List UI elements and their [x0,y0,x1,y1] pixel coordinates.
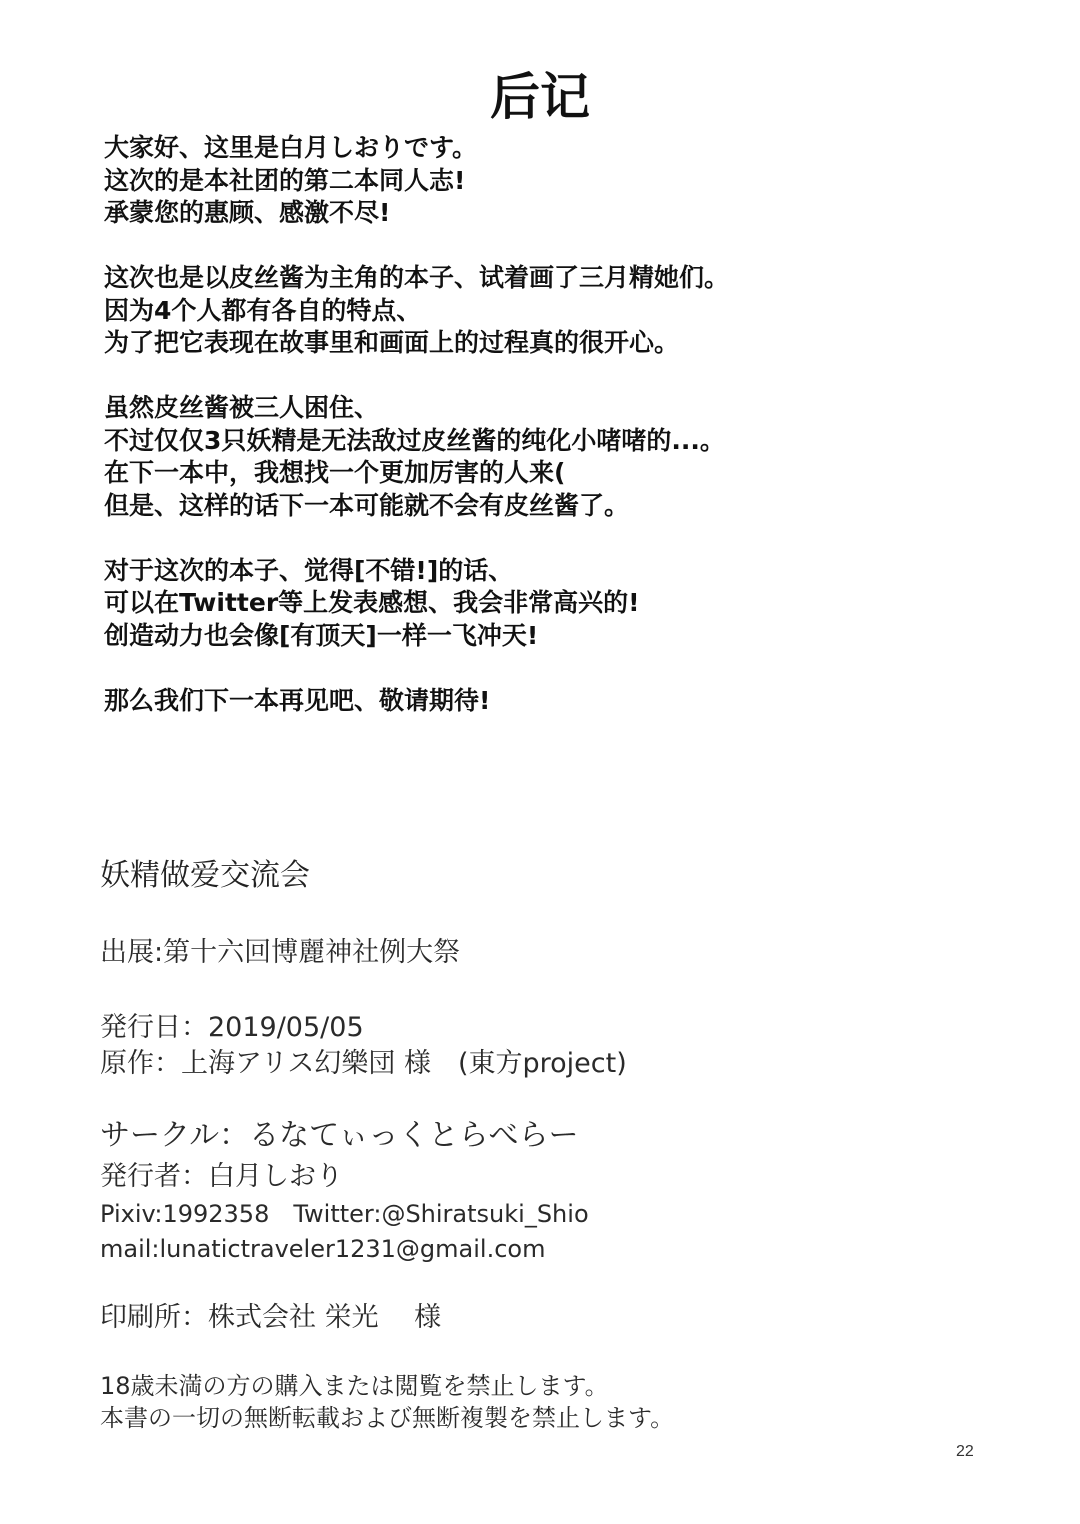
paragraph-gap [104,652,1004,685]
afterword-line: 但是、这样的话下一本可能就不会有皮丝酱了。 [104,490,630,520]
event-line: 出展:第十六回博麗神社例大祭 [100,937,461,968]
circle-name: サークル：るなてぃっくとらべらー [100,1118,579,1153]
afterword-line: 这次也是以皮丝酱为主角的本子、试着画了三月精她们。 [104,263,730,292]
afterword-line: 虽然皮丝酱被三人困住、 [104,393,380,422]
copyright-notice: 本書の一切の無断転載および無断複製を禁止します。 [100,1404,675,1432]
afterword-line: 在下一本中，我想找一个更加厉害的人来( [104,458,566,487]
afterword-line: 可以在Twitter等上发表感想、我会非常高兴的! [104,588,640,617]
paragraph-gap [104,360,1004,393]
afterword-line: 为了把它表现在故事里和画面上的过程真的很开心。 [104,328,680,357]
page-title: 后记 [490,68,590,126]
pixiv-twitter: Pixiv:1992358 Twitter:@Shiratsuki_Shio [100,1200,589,1228]
book-title: 妖精做爱交流会 [100,858,310,893]
afterword-line: 对于这次的本子、觉得[不错!]的话、 [104,555,514,585]
issue-date: 発行日：2019/05/05 [100,1012,364,1043]
paragraph-gap [104,230,1004,263]
original-work: 原作：上海アリス幻樂団 様 (東方project) [100,1048,627,1079]
afterword-line: 创造动力也会像[有顶天]一样一飞冲天! [104,620,539,650]
afterword-line: 不过仅仅3只妖精是无法敌过皮丝酱的纯化小啫啫的...。 [104,425,725,455]
afterword-line: 大家好、这里是白月しおりです。 [104,133,478,162]
afterword-line: 那么我们下一本再见吧、敬请期待! [104,685,491,715]
age-notice: 18歳未満の方の購入または閲覧を禁止します。 [100,1372,609,1400]
afterword-body [104,132,1004,717]
afterword-line: 承蒙您的惠顾、感激不尽! [104,198,391,227]
afterword-line: 因为4个人都有各自的特点、 [104,295,422,325]
publisher: 発行者：白月しおり [100,1161,343,1192]
mail-address: mail:lunatictraveler1231@gmail.com [100,1235,546,1263]
printer: 印刷所：株式会社 栄光 様 [100,1302,442,1333]
afterword-line: 这次的是本社团的第二本同人志! [104,165,466,195]
page-number: 22 [956,1443,974,1460]
paragraph-gap [104,522,1004,555]
